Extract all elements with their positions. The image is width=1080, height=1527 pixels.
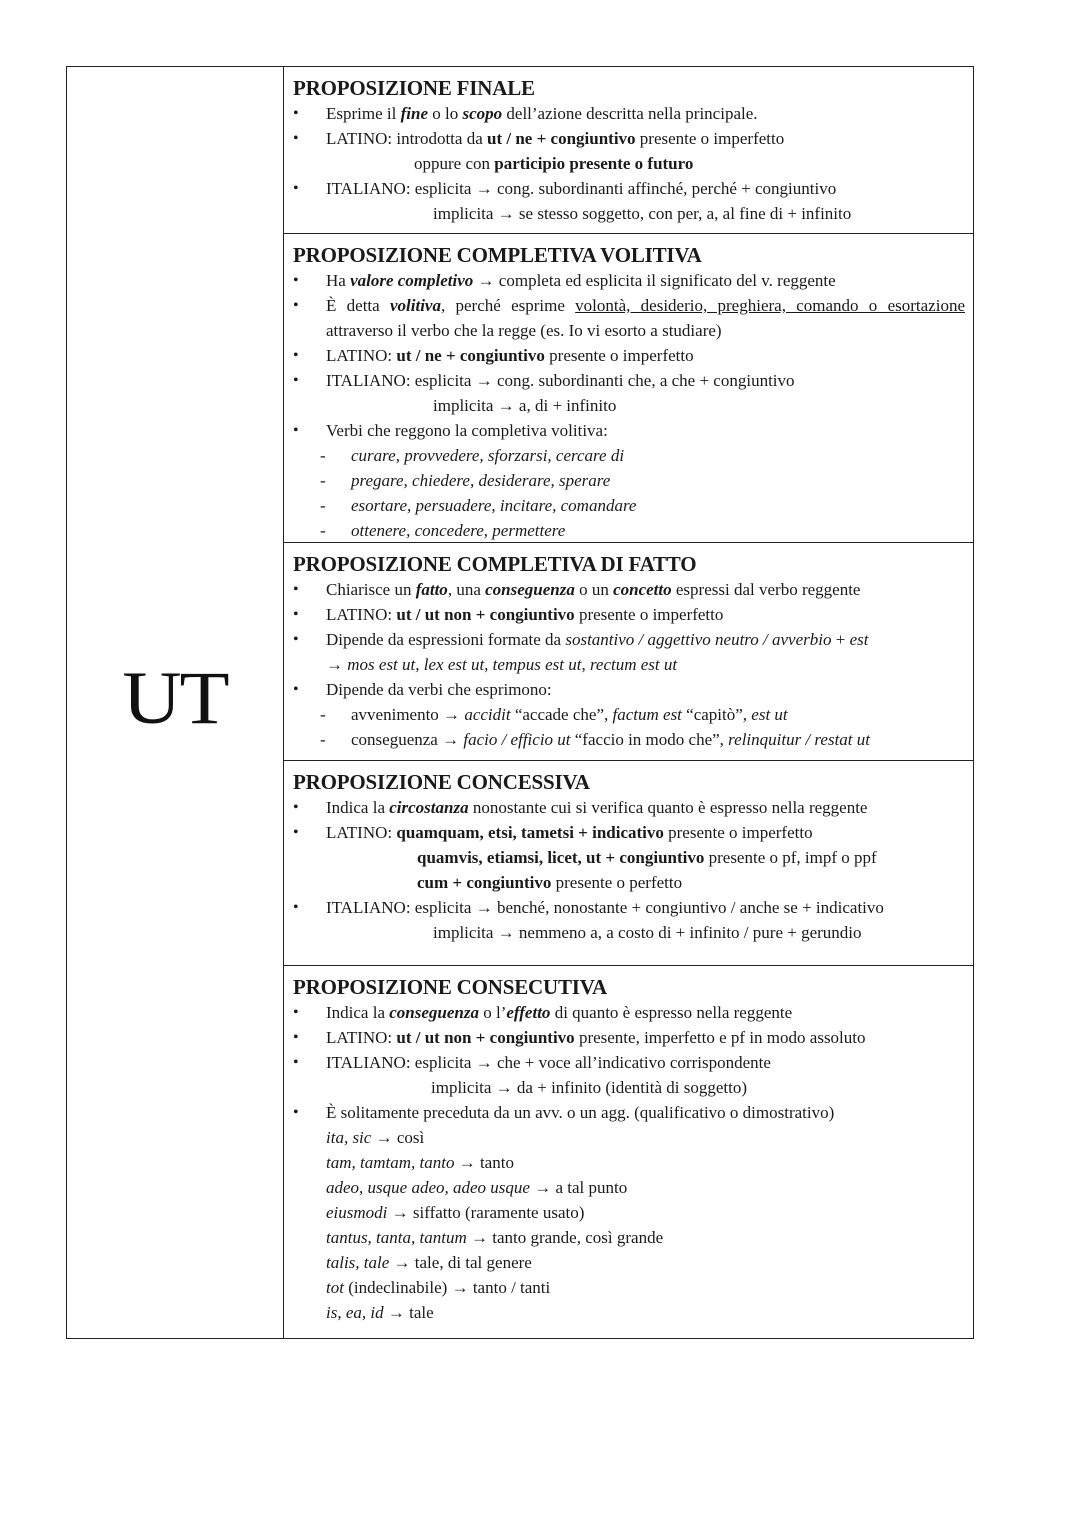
section-title: PROPOSIZIONE CONSECUTIVA (293, 975, 607, 999)
indent-line: quamvis, etiamsi, licet, ut + congiuntivo presente o pf, impf o ppf (417, 848, 877, 867)
indent-line: → mos est ut, lex est ut, tempus est ut, rectum est ut (326, 655, 678, 674)
bullet-line: • Esprime il fine o lo scopo dell’azione descritta nella principale. (293, 101, 965, 126)
indent-line: implicita → a, di + infinito (433, 396, 617, 415)
content-column (284, 67, 973, 1338)
dash-line: - curare, provvedere, sforzarsi, cercare di (293, 443, 965, 468)
section-consecutiva (284, 966, 973, 1338)
section-completiva-volitiva (284, 234, 973, 543)
bullet-line: • È detta volitiva, perché esprime volontà, desiderio, preghiera, comando o esortazione attraverso il verbo che la regge (es. Io vi esorto a studiare) (293, 293, 965, 343)
bullet-line: • LATINO: ut / ut non + congiuntivo presente o imperfetto (293, 602, 965, 627)
section-title: PROPOSIZIONE COMPLETIVA VOLITIVA (293, 243, 702, 267)
bullet-line: • Chiarisce un fatto, una conseguenza o un concetto espressi dal verbo reggente (293, 577, 965, 602)
bullet-line: • Verbi che reggono la completiva volitiva: (293, 418, 965, 443)
bullet-line: • ITALIANO: esplicita → cong. subordinanti affinché, perché + congiuntivo (293, 176, 965, 201)
dash-line: - esortare, persuadere, incitare, comandare (293, 493, 965, 518)
indent-line: implicita → se stesso soggetto, con per, a, al fine di + infinito (433, 204, 852, 223)
bullet-line: • È solitamente preceduta da un avv. o un agg. (qualificativo o dimostrativo) (293, 1100, 965, 1125)
bullet-line: • LATINO: ut / ut non + congiuntivo presente, imperfetto e pf in modo assoluto (293, 1025, 965, 1050)
bullet-line: • ITALIANO: esplicita → che + voce all’indicativo corrispondente (293, 1050, 965, 1075)
section-concessiva (284, 761, 973, 966)
example-line: tot (indeclinabile) → tanto / tanti (326, 1278, 551, 1297)
dash-line: - pregare, chiedere, desiderare, sperare (293, 468, 965, 493)
bullet-line: • Ha valore completivo → completa ed esplicita il significato del v. reggente (293, 268, 965, 293)
example-line: tantus, tanta, tantum → tanto grande, così grande (326, 1228, 664, 1247)
label-column (67, 67, 284, 1338)
dash-line: - avvenimento → accidit “accade che”, factum est “capitò”, est ut (293, 702, 965, 727)
indent-line: cum + congiuntivo presente o perfetto (417, 873, 683, 892)
example-line: is, ea, id → tale (326, 1303, 434, 1322)
bullet-line: • LATINO: ut / ne + congiuntivo presente o imperfetto (293, 343, 965, 368)
section-title: PROPOSIZIONE COMPLETIVA DI FATTO (293, 552, 697, 576)
bullet-line: • Dipende da espressioni formate da sostantivo / aggettivo neutro / avverbio + est (293, 627, 965, 652)
example-line: adeo, usque adeo, adeo usque → a tal punto (326, 1178, 628, 1197)
bullet-line: • LATINO: quamquam, etsi, tametsi + indicativo presente o imperfetto (293, 820, 965, 845)
indent-line: implicita → da + infinito (identità di soggetto) (431, 1078, 748, 1097)
example-line: talis, tale → tale, di tal genere (326, 1253, 532, 1272)
section-completiva-di-fatto (284, 543, 973, 761)
grammar-table (66, 66, 974, 1339)
bullet-line: • ITALIANO: esplicita → benché, nonostante + congiuntivo / anche se + indicativo (293, 895, 965, 920)
bullet-line: • Dipende da verbi che esprimono: (293, 677, 965, 702)
indent-line: implicita → nemmeno a, a costo di + infinito / pure + gerundio (433, 923, 862, 942)
example-line: ita, sic → così (326, 1128, 425, 1147)
dash-line: - conseguenza → facio / efficio ut “faccio in modo che”, relinquitur / restat ut (293, 727, 965, 752)
bullet-line: • Indica la conseguenza o l’effetto di quanto è espresso nella reggente (293, 1000, 965, 1025)
example-line: eiusmodi → siffatto (raramente usato) (326, 1203, 585, 1222)
section-title: PROPOSIZIONE CONCESSIVA (293, 770, 590, 794)
section-title: PROPOSIZIONE FINALE (293, 76, 535, 100)
bullet-line: • Indica la circostanza nonostante cui si verifica quanto è espresso nella reggente (293, 795, 965, 820)
ut-label: UT (122, 655, 228, 739)
bullet-line: • ITALIANO: esplicita → cong. subordinanti che, a che + congiuntivo (293, 368, 965, 393)
dash-line: - ottenere, concedere, permettere (293, 518, 965, 543)
indent-line: oppure con participio presente o futuro (414, 154, 694, 173)
example-line: tam, tamtam, tanto → tanto (326, 1153, 514, 1172)
bullet-line: • LATINO: introdotta da ut / ne + congiuntivo presente o imperfetto (293, 126, 965, 151)
section-finale (284, 67, 973, 234)
